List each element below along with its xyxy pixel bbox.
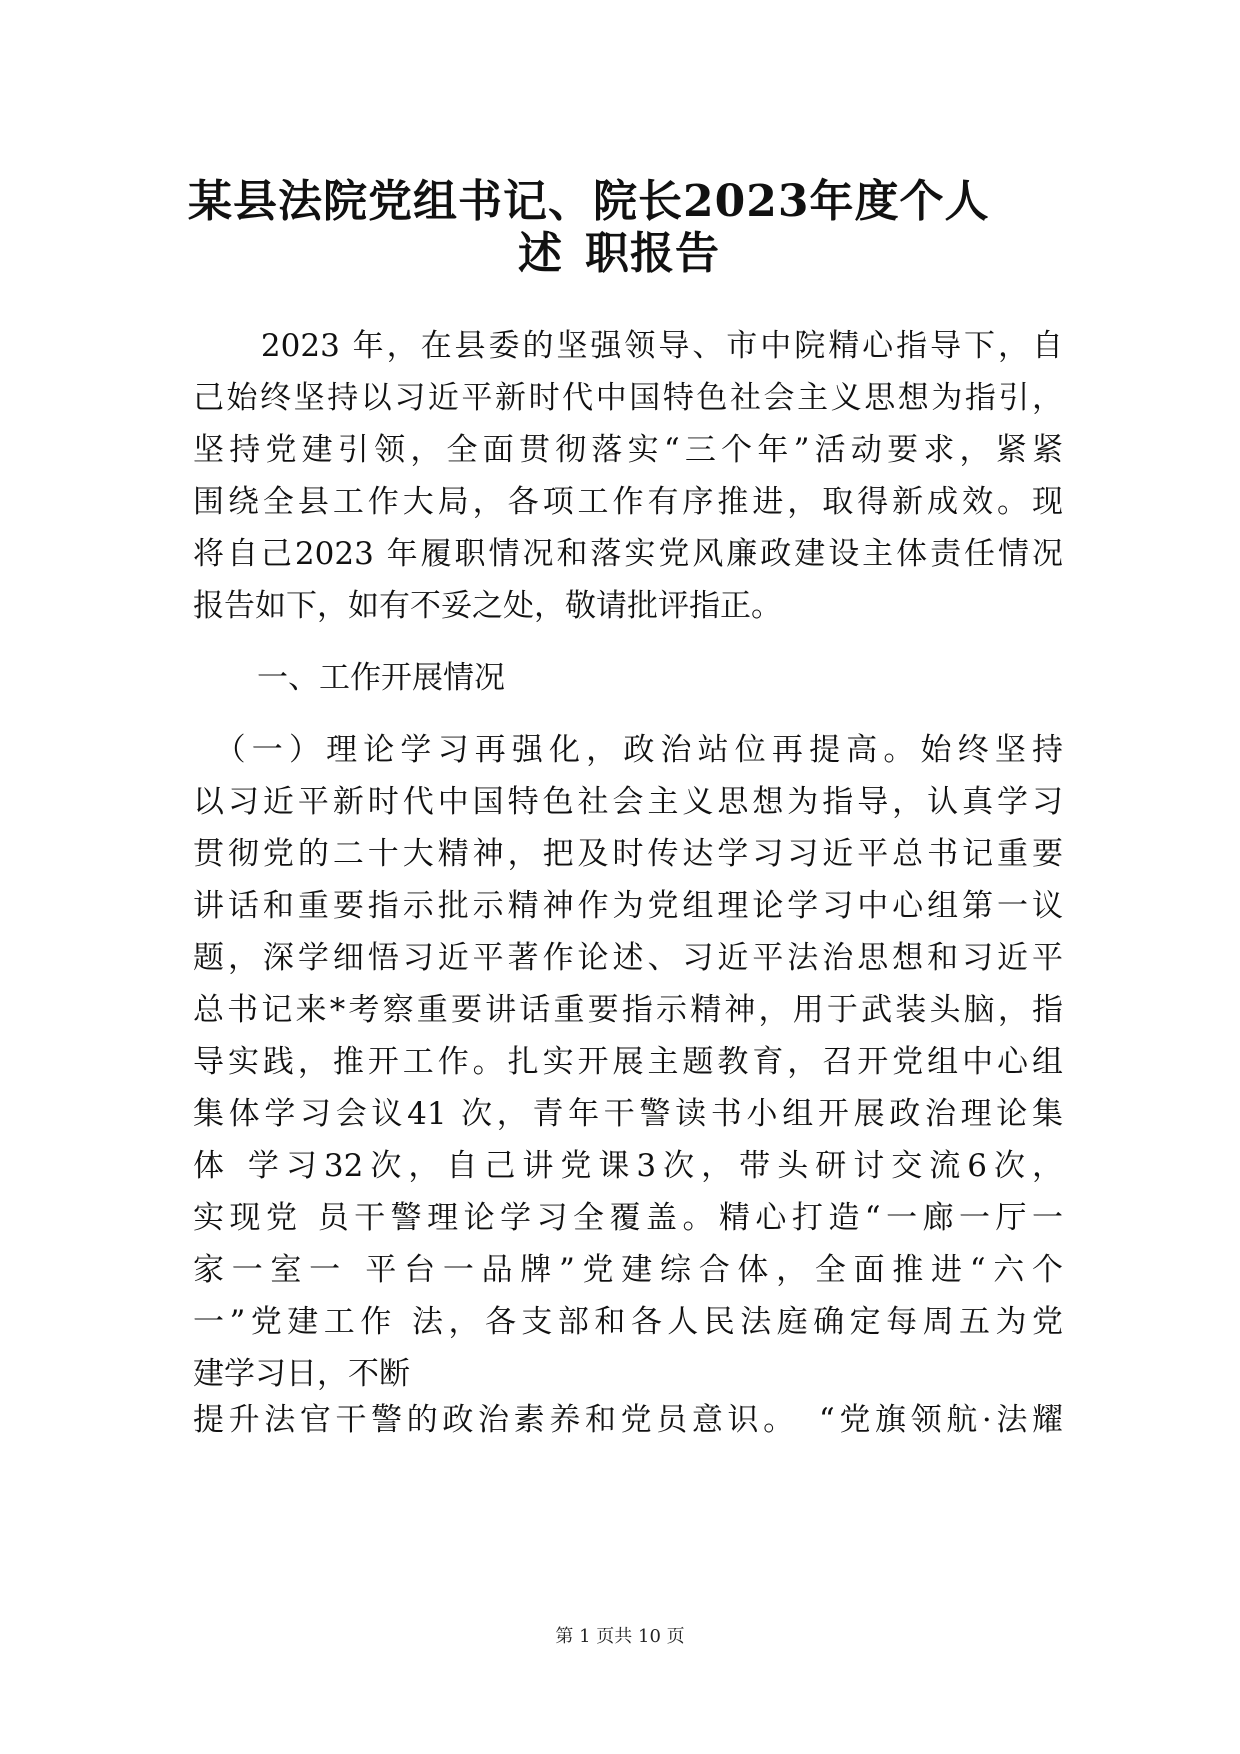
paragraph-2-line: 体 学习32次，自己讲党课3次，带头研讨交流6次， bbox=[193, 1148, 1063, 1184]
paragraph-2-line: 集体学习会议41 次，青年干警读书小组开展政治理论集 bbox=[193, 1096, 1063, 1132]
paragraph-2-line: 讲话和重要指示批示精神作为党组理论学习中心组第一议 bbox=[193, 888, 1063, 924]
paragraph-2-line: 导实践，推开工作。扎实开展主题教育，召开党组中心组 bbox=[193, 1044, 1063, 1080]
paragraph-1-line: 围绕全县工作大局，各项工作有序推进，取得新成效。现 bbox=[193, 484, 1063, 520]
paragraph-2-line: 题，深学细悟习近平著作论述、习近平法治思想和习近平 bbox=[193, 940, 1063, 976]
paragraph-2-line: 总书记来*考察重要讲话重要指示精神，用于武装头脑，指 bbox=[193, 992, 1063, 1028]
title-line-2-part-a: 述 bbox=[518, 228, 563, 279]
title-line-2-part-b: 职报告 bbox=[585, 228, 720, 279]
paragraph-1-line: 报告如下，如有不妥之处，敬请批评指正。 bbox=[193, 588, 782, 624]
paragraph-1-line: 2023 年，在县委的坚强领导、市中院精心指导下，自 bbox=[193, 328, 1063, 364]
paragraph-1-line: 将自己2023 年履职情况和落实党风廉政建设主体责任情况 bbox=[193, 536, 1063, 572]
paragraph-2-line: （一）理论学习再强化，政治站位再提高。始终坚持 bbox=[193, 732, 1063, 768]
paragraph-1-line: 己始终坚持以习近平新时代中国特色社会主义思想为指引， bbox=[193, 380, 1063, 416]
paragraph-2-line: 一”党建工作 法，各支部和各人民法庭确定每周五为党 bbox=[193, 1304, 1063, 1340]
document-title-line-2 bbox=[518, 226, 720, 282]
paragraph-2-line: 提升法官干警的政治素养和党员意识。 “党旗领航·法耀 bbox=[193, 1402, 1063, 1438]
section-heading: 一、工作开展情况 bbox=[257, 660, 505, 696]
paragraph-2-line: 实现党 员干警理论学习全覆盖。精心打造“一廊一厅一 bbox=[193, 1200, 1063, 1236]
page-footer: 第 1 页共 10 页 bbox=[555, 1626, 685, 1647]
paragraph-2-line: 以习近平新时代中国特色社会主义思想为指导，认真学习 bbox=[193, 784, 1063, 820]
paragraph-2-line: 建学习日，不断 bbox=[193, 1356, 410, 1392]
paragraph-1-line: 坚持党建引领，全面贯彻落实“三个年”活动要求，紧紧 bbox=[193, 432, 1063, 468]
paragraph-2-line: 家一室一 平台一品牌”党建综合体，全面推进“六个 bbox=[193, 1252, 1063, 1288]
document-title-line-1: 某县法院党组书记、院长2023年度个人 bbox=[188, 176, 990, 227]
paragraph-2-line: 贯彻党的二十大精神，把及时传达学习习近平总书记重要 bbox=[193, 836, 1063, 872]
